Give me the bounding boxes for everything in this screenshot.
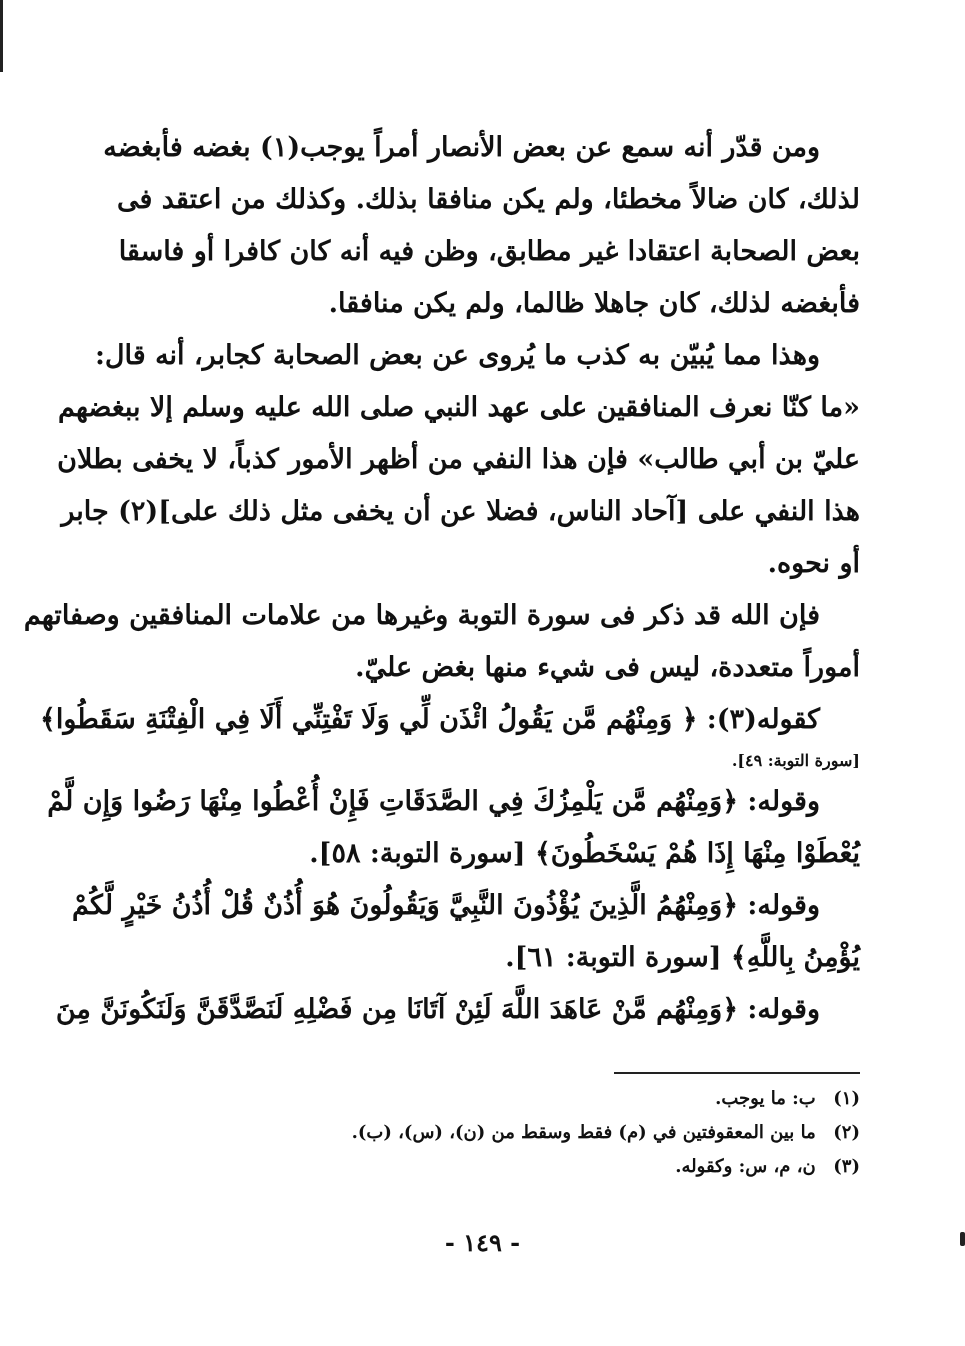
footnote-item <box>300 1082 860 1116</box>
text-line: هذا النفي على [آحاد الناس، فضلا عن أن يخفى مثل ذلك على](٢) جابر <box>61 496 860 527</box>
footnote-number: (١) <box>833 1088 860 1109</box>
verse-line: وقوله: ﴿وَمِنْهُم مَّنْ عَاهَدَ اللَّهَ لَئِنْ آتَانَا مِن فَضْلِهِ لَنَصَّدَّقَنَّ وَلَنَكُونَنَّ مِنَ <box>55 994 820 1025</box>
footnote-number: (٢) <box>833 1122 860 1143</box>
verse-line: كقوله(٣): ﴿ وَمِنْهُم مَّن يَقُولُ ائْذَن لِّي وَلَا تَفْتِنِّي أَلَا فِي الْفِتْنَةِ سَقَطُوا﴾ <box>40 704 820 735</box>
verse-line: يُعْطَوْا مِنْهَا إِذَا هُمْ يَسْخَطُونَ﴾ [سورة التوبة: ٥٨]. <box>309 838 860 869</box>
scan-edge-mark <box>0 0 3 72</box>
text-line: لذلك، كان ضالاً مخطئا، ولم يكن منافقا بذلك. وكذلك من اعتقد فى <box>116 184 860 215</box>
text-line: وهذا مما يُبيّن به كذب ما يُروى عن بعض الصحابة كجابر، أنه قال: <box>94 340 820 371</box>
page-number: - ١٤٩ - <box>444 1228 521 1257</box>
verse-line: يُؤْمِنُ بِاللَّهِ﴾ [سورة التوبة: ٦١]. <box>505 942 860 973</box>
text-line: فإن الله قد ذكر فى سورة التوبة وغيرها من علامات المنافقين وصفاتهم <box>23 600 820 631</box>
footnote-text: ب: ما يوجب. <box>715 1088 816 1109</box>
verse-line: وقوله: ﴿وَمِنْهُمُ الَّذِينَ يُؤْذُونَ النَّبِيَّ وَيَقُولُونَ هُوَ أُذُنٌ قُلْ أُذُنُ خَيْرٍ لَّكُمْ <box>72 890 820 921</box>
text-line: عليّ بن أبي طالب» فإن هذا النفي من أظهر الأمور كذباً، لا يخفى بطلان <box>57 444 860 475</box>
footnotes <box>300 1082 860 1184</box>
text-line: بعض الصحابة اعتقادا غير مطابق، وظن فيه أنه كان كافرا أو فاسقا <box>118 236 860 267</box>
footnote-item <box>300 1116 860 1150</box>
text-line: أو نحوه. <box>767 548 860 579</box>
text-line: ومن قدّر أنه سمع عن بعض الأنصار أمراً يوجب(١) بغضه فأبغضه <box>103 132 820 163</box>
footnote-number: (٣) <box>833 1156 860 1177</box>
footnote-separator <box>614 1072 860 1074</box>
text-line: «ما كنّا نعرف المنافقين على عهد النبي صلى الله عليه وسلم إلا ببغضهم <box>58 392 860 423</box>
footnote-item <box>300 1150 860 1184</box>
footnote-text: ما بين المعقوفتين في (م) فقط وسقط من (ن)، (س)، (ب). <box>351 1122 816 1143</box>
text-line: أموراً متعددة، ليس فى شيء منها بغض عليّ. <box>355 652 860 683</box>
text-line: فأبغضه لذلك، كان جاهلا ظالما، ولم يكن منافقا. <box>328 288 860 319</box>
verse-reference: [سورة التوبة: ٤٩]. <box>731 751 860 770</box>
main-text <box>23 122 860 1036</box>
footnote-text: ن، م، س: وكقوله. <box>675 1156 816 1177</box>
verse-line: وقوله: ﴿وَمِنْهُم مَّن يَلْمِزُكَ فِي الصَّدَقَاتِ فَإِنْ أُعْطُوا مِنْهَا رَضُوا وَإِن لَّمْ <box>47 786 820 817</box>
